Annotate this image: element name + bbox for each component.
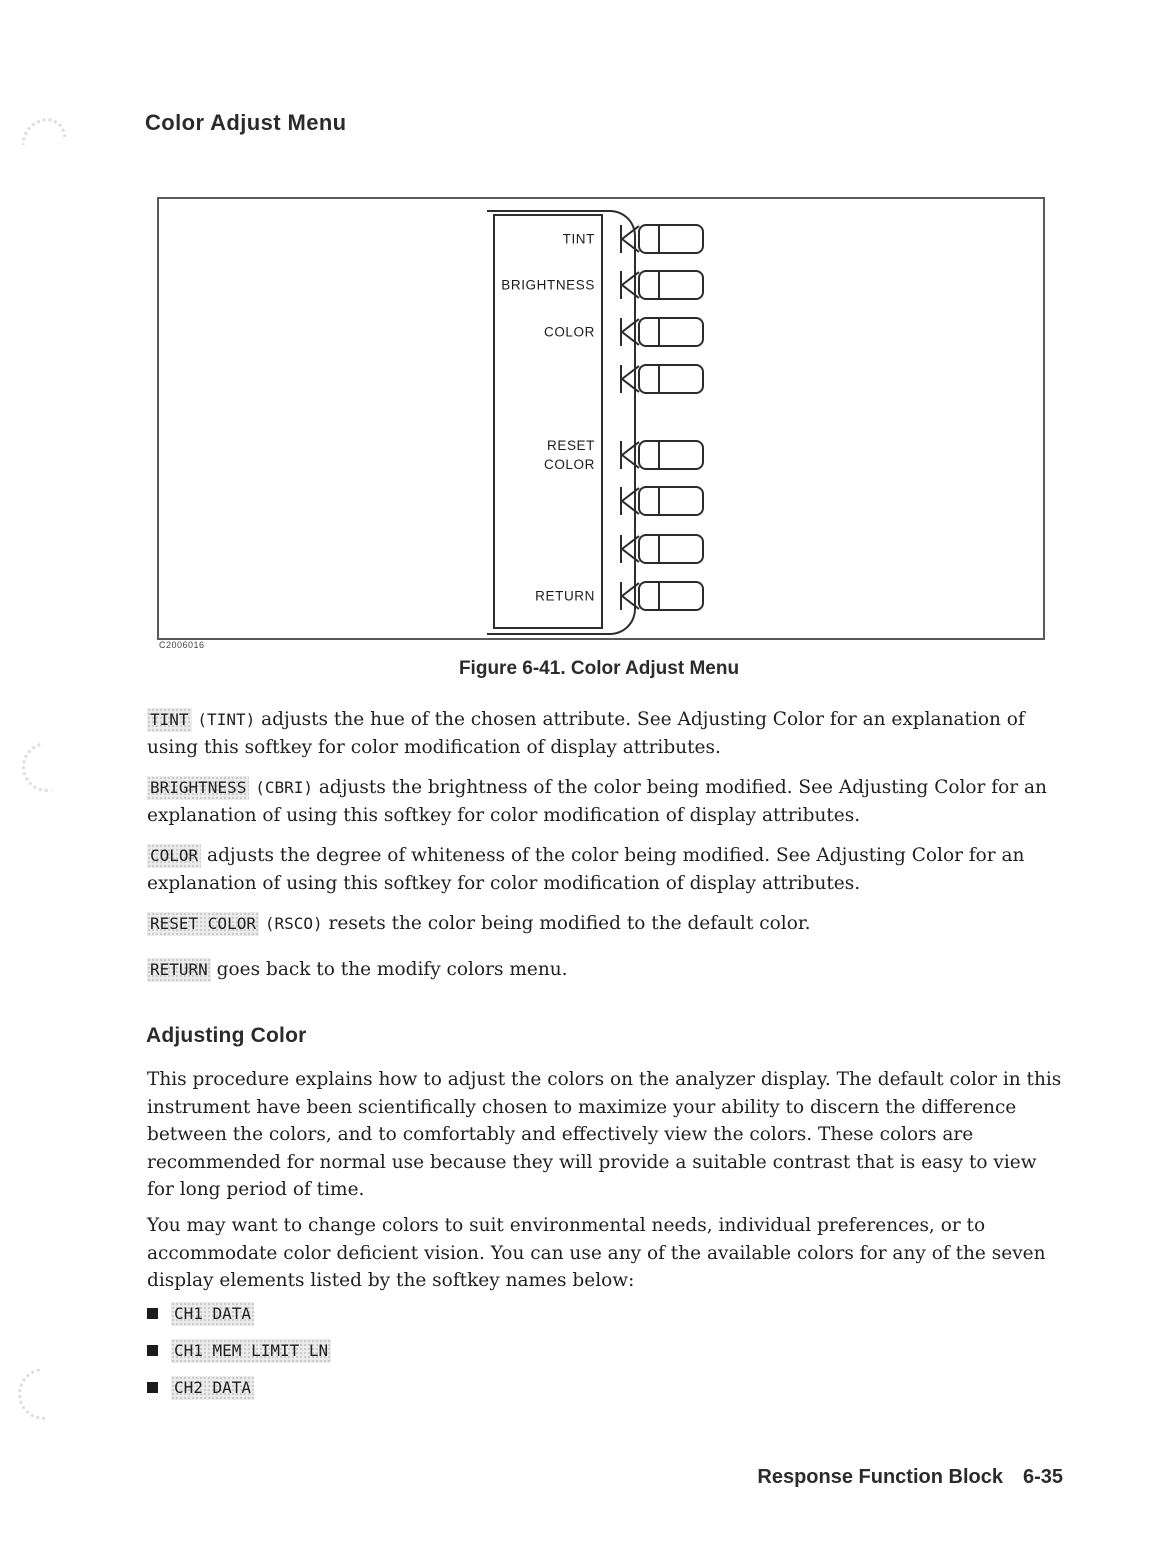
- paragraph-adjusting-color-2: You may want to change colors to suit environmental needs, individual preferences, or to accommodate color deficient vision. You can use any of the available colors for any of the seven display elements listed by the softkey names below:: [147, 1215, 1046, 1291]
- page-title: Color Adjust Menu: [145, 110, 347, 135]
- softkey-row-reset-color: [159, 438, 1043, 472]
- list-item-text: CH2 DATA: [171, 1377, 254, 1398]
- list-item-ch2-data: [147, 1377, 254, 1398]
- paragraph-return: RETURN goes back to the modify colors menu.: [147, 956, 1062, 984]
- softkey-label-reset-color: [495, 436, 595, 474]
- softkey-label-brightness: [495, 276, 595, 295]
- footer-section-title: Response Function Block: [757, 1466, 1003, 1488]
- bullet-square-icon: [147, 1345, 158, 1356]
- softkey-row-color: [159, 315, 1043, 349]
- bullet-square-icon: [147, 1308, 158, 1319]
- softkey-button-icon: [617, 532, 707, 566]
- page-footer: [757, 1466, 1063, 1489]
- softkey-label-return: [495, 587, 595, 606]
- softkey-label-tint: [495, 230, 595, 249]
- softkey-label-text: TINT: [562, 231, 595, 247]
- softkey-button-icon: [617, 579, 707, 613]
- softkey-label-color: [495, 323, 595, 342]
- softkey-button-icon: [617, 484, 707, 518]
- figure-caption: Figure 6-41. Color Adjust Menu: [458, 658, 740, 679]
- paragraph-reset-color: RESET COLOR (RSCO) resets the color being modified to the default color.: [147, 910, 1062, 938]
- softkey-row-tint: [159, 222, 1043, 256]
- softkey-row-blank-2: [159, 484, 1043, 518]
- figure-color-adjust-menu: [157, 197, 1045, 640]
- softkey-button-icon: [617, 438, 707, 472]
- figure-artifact-code: C2006016: [159, 640, 205, 650]
- footer-page-number: 6-35: [1022, 1466, 1063, 1488]
- paragraph-adjusting-color-1: This procedure explains how to adjust the colors on the analyzer display. The default color in this instrument have been scientifically chosen to maximize your ability to discern the difference between the colors, and to comfortably and effectively view the colors. These colors are recommended for normal use because they will provide a suitable contrast that is easy to view for long period of time.: [147, 1069, 1062, 1200]
- softkey-label-text: COLOR: [543, 324, 595, 340]
- bullet-square-icon: [147, 1382, 158, 1393]
- scan-artifact: [12, 109, 75, 173]
- list-item-text: CH1 DATA: [171, 1303, 254, 1324]
- softkey-row-blank-3: [159, 532, 1043, 566]
- scan-artifact: [7, 1357, 80, 1430]
- softkey-row-brightness: [159, 268, 1043, 302]
- softkey-button-icon: [617, 315, 707, 349]
- softkey-button-icon: [617, 222, 707, 256]
- softkey-label-text: COLOR: [543, 457, 595, 472]
- softkey-label-text: BRIGHTNESS: [501, 277, 595, 293]
- softkey-row-blank-1: [159, 362, 1043, 396]
- softkey-label-text: RETURN: [535, 588, 595, 604]
- list-item-ch1-mem-limit-ln: [147, 1340, 331, 1361]
- paragraph-tint: TINT (TINT) adjusts the hue of the chosen attribute. See Adjusting Color for an explanation of using this softkey for color modification of display attributes.: [147, 709, 1025, 758]
- softkey-label-text: RESET: [546, 438, 595, 453]
- softkey-button-icon: [617, 362, 707, 396]
- softkey-button-icon: [617, 268, 707, 302]
- list-item-ch1-data: [147, 1303, 254, 1324]
- list-item-text: CH1 MEM LIMIT LN: [171, 1340, 331, 1361]
- paragraph-brightness: BRIGHTNESS (CBRI) adjusts the brightness of the color being modified. See Adjusting Color for an explanation of using this softkey for color modification of display attributes.: [147, 777, 1047, 826]
- scan-artifact: [12, 732, 82, 802]
- paragraph-color: COLOR adjusts the degree of whiteness of the color being modified. See Adjusting Color for an explanation of using this softkey for color modification of display attributes.: [147, 845, 1025, 894]
- section-heading-adjusting-color: Adjusting Color: [146, 1024, 307, 1047]
- softkey-row-return: [159, 579, 1043, 613]
